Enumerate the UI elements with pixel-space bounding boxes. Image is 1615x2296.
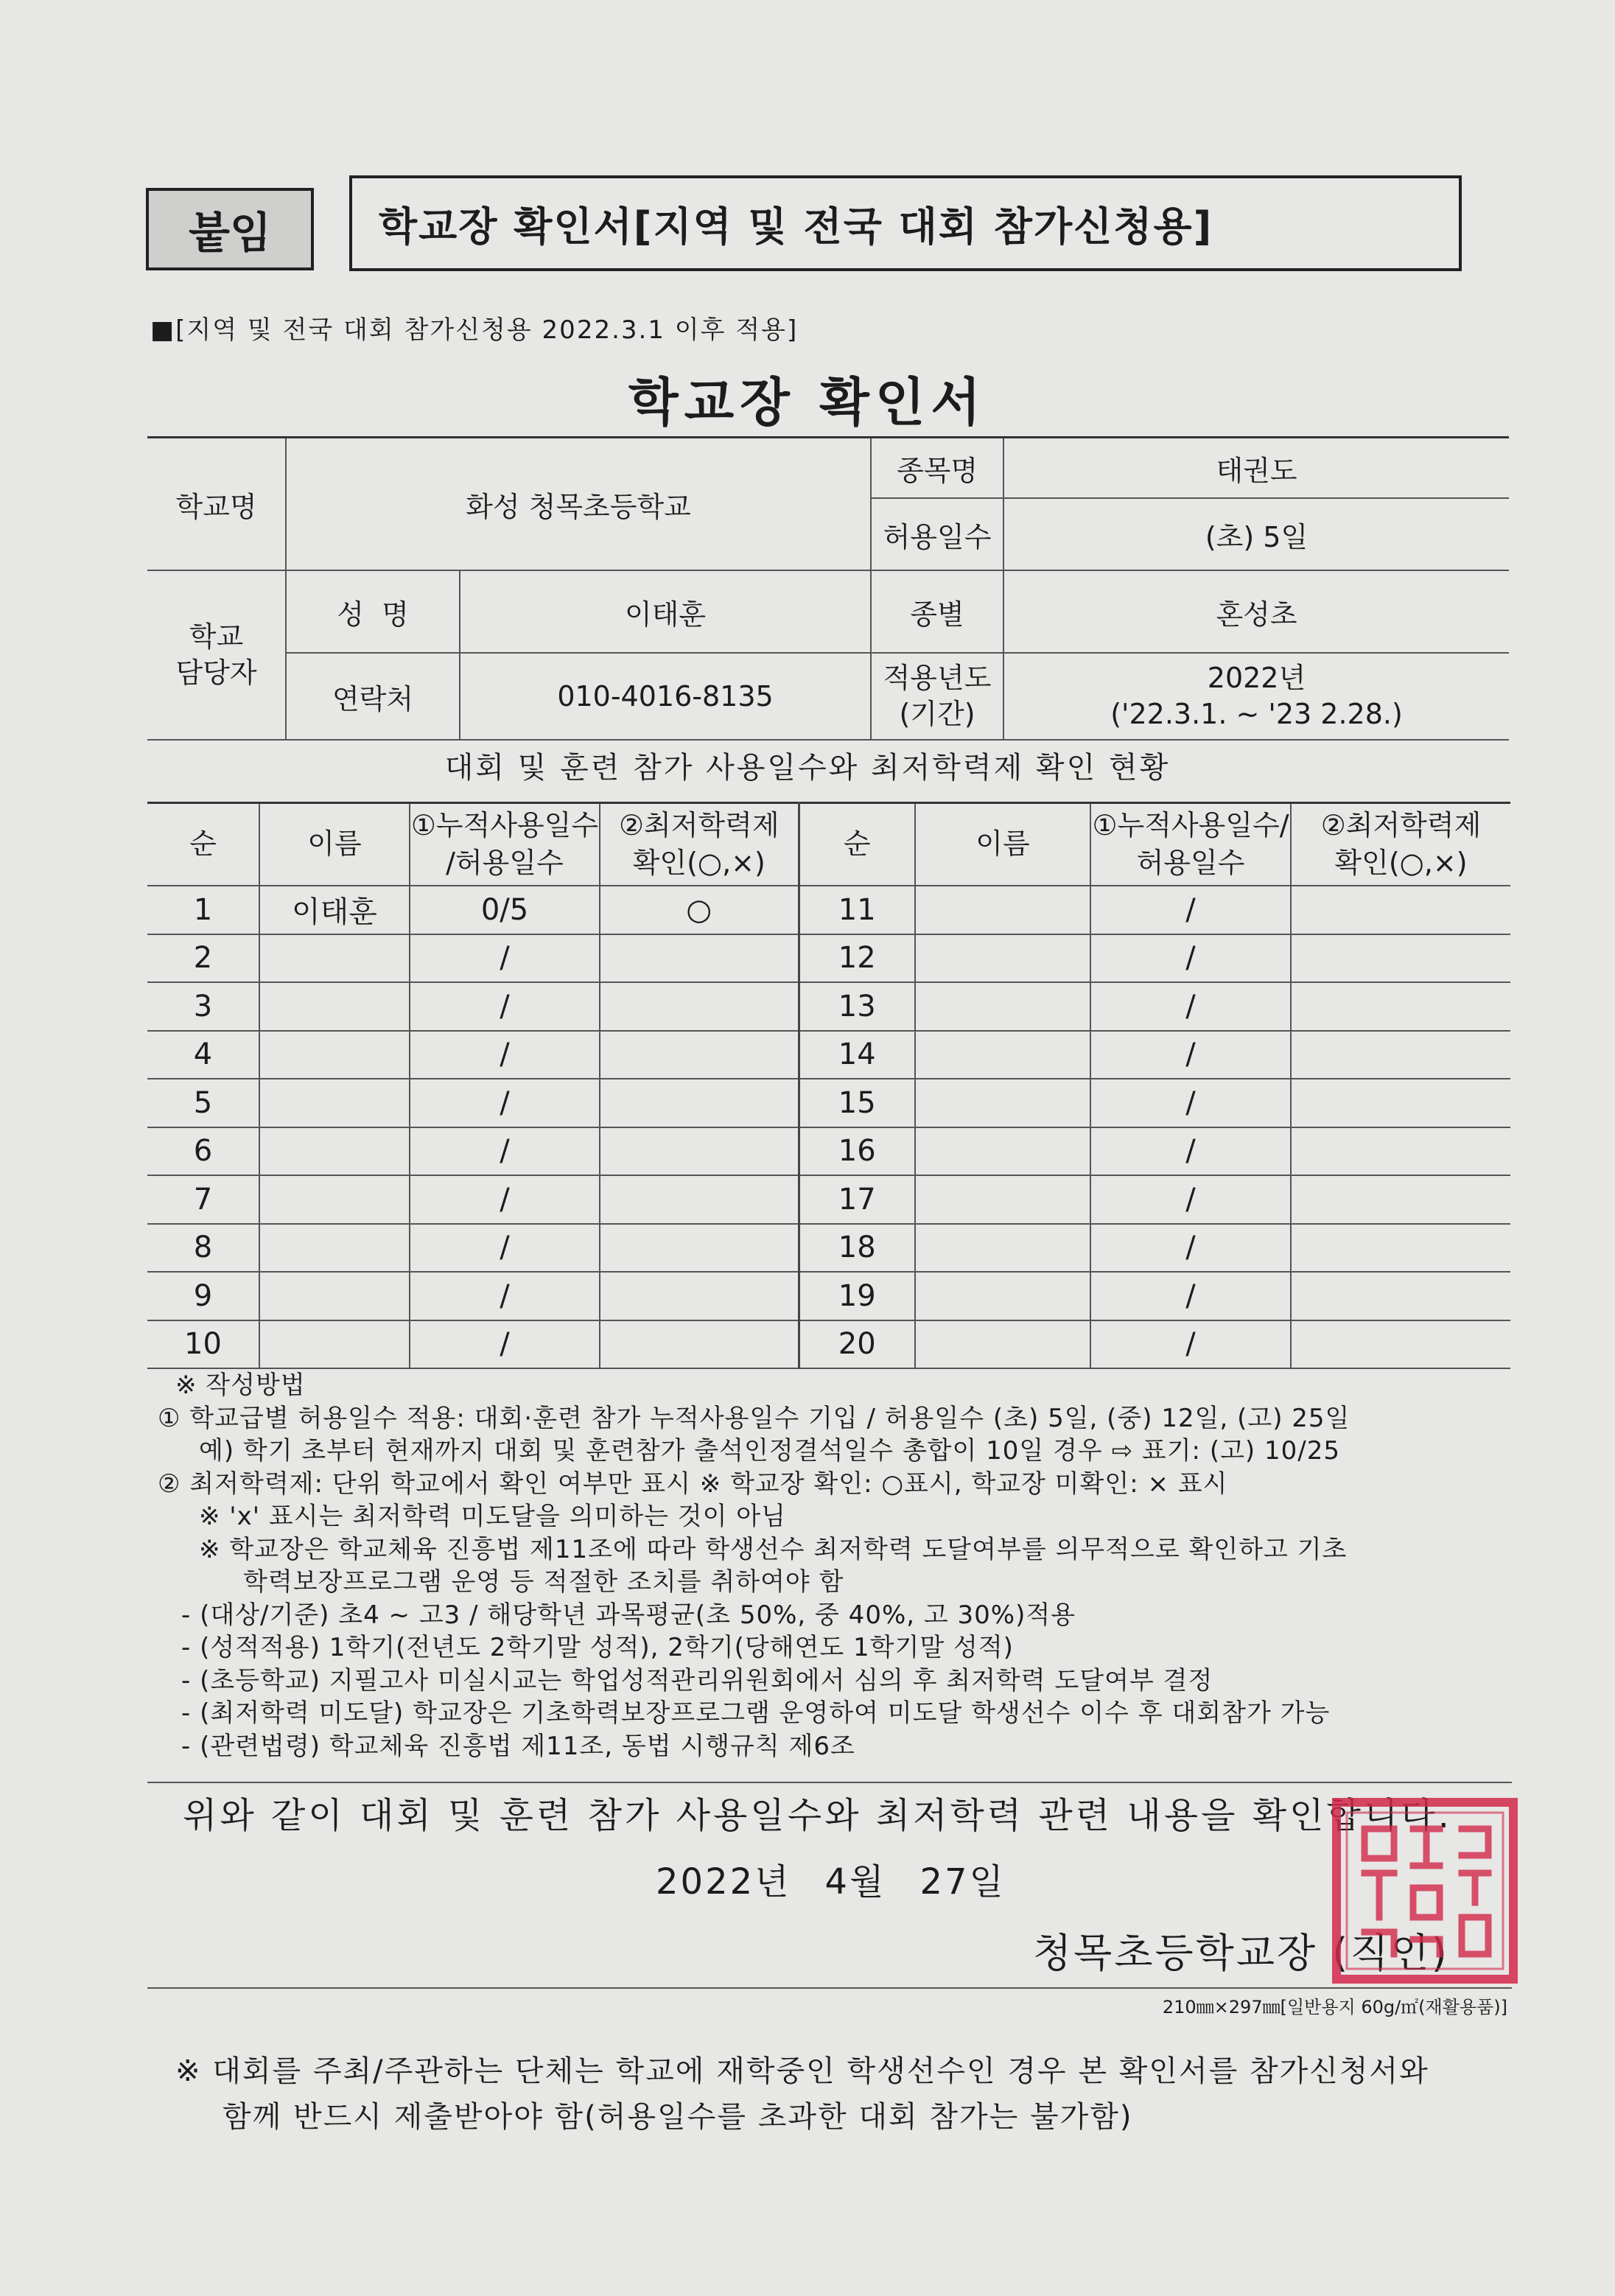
row-min-right <box>1291 1127 1510 1176</box>
header-min-left-line2: 확인(○,×) <box>632 847 766 879</box>
row-min-right <box>1291 886 1510 934</box>
method-heading: ※ 작성방법 <box>175 1371 306 1400</box>
row-name-right <box>915 934 1090 983</box>
header-min-right-line2: 확인(○,×) <box>1334 847 1468 879</box>
contact-label: 연락처 <box>286 653 460 740</box>
writing-method <box>158 1369 1513 1763</box>
row-name-right <box>915 1272 1090 1320</box>
table-row <box>147 1224 1510 1273</box>
row-days-right: / <box>1090 886 1291 934</box>
row-no-left: 7 <box>147 1175 259 1224</box>
submission-note <box>175 2048 1429 2140</box>
row-min-right <box>1291 1175 1510 1224</box>
year-label-line2: (기간) <box>899 698 975 730</box>
row-name-left <box>259 1272 410 1320</box>
header-no-left: 순 <box>147 803 259 886</box>
row-min-right <box>1291 1224 1510 1273</box>
row-no-right: 17 <box>799 1175 915 1224</box>
method-bullet-2: - (성적적용) 1학기(전년도 2학기말 성적), 2학기(당해연도 1학기말 성적) <box>181 1633 1014 1662</box>
row-name-right <box>915 1175 1090 1224</box>
row-days-right: / <box>1090 1224 1291 1273</box>
row-name-right <box>915 1079 1090 1127</box>
row-no-left: 2 <box>147 934 259 983</box>
document-title: 학교장 확인서 <box>628 372 987 433</box>
method-bullet-5: - (관련법령) 학교체육 진흥법 제11조, 동법 시행규칙 제6조 <box>181 1731 855 1761</box>
row-name-right <box>915 1320 1090 1369</box>
school-info-table <box>147 436 1509 741</box>
row-days-left: / <box>410 1031 600 1079</box>
row-name-right <box>915 982 1090 1031</box>
header-days-right <box>1090 803 1291 886</box>
contact-value: 010-4016-8135 <box>460 653 871 740</box>
row-days-right: / <box>1090 1079 1291 1127</box>
manager-label-line1: 학교 <box>189 620 244 653</box>
row-no-right: 16 <box>799 1127 915 1176</box>
row-min-left: ○ <box>600 886 799 934</box>
method-item-1-example: 예) 학기 초부터 현재까지 대회 및 훈련참가 출석인정결석일수 총합이 10일 경우 ⇨ 표기: (고) 10/25 <box>199 1436 1340 1466</box>
row-min-left <box>600 1224 799 1273</box>
header-name-right: 이름 <box>915 803 1090 886</box>
header-days-right-line1: ①누적사용일수/ <box>1092 808 1289 841</box>
row-name-left <box>259 1079 410 1127</box>
usage-header-row <box>147 803 1510 886</box>
table-row <box>147 982 1510 1031</box>
submission-note-line1: ※ 대회를 주최/주관하는 단체는 학교에 재학중인 학생선수인 경우 본 확인서를 참가신청서와 <box>175 2054 1429 2088</box>
row-days-right: / <box>1090 1127 1291 1176</box>
footer-divider <box>147 1987 1512 1989</box>
row-days-left: / <box>410 982 600 1031</box>
category-value: 혼성초 <box>1003 570 1509 653</box>
row-name-right <box>915 1031 1090 1079</box>
row-days-right: / <box>1090 1320 1291 1369</box>
row-days-left: / <box>410 1127 600 1176</box>
row-name-right <box>915 886 1090 934</box>
row-days-right: / <box>1090 934 1291 983</box>
official-seal-stamp <box>1326 1792 1524 1989</box>
row-min-right <box>1291 1320 1510 1369</box>
header-days-left-line1: ①누적사용일수 <box>410 808 599 841</box>
row-min-right <box>1291 1079 1510 1127</box>
method-item-1: ① 학교급별 허용일수 적용: 대회·훈련 참가 누적사용일수 기입 / 허용일수 (초) 5일, (중) 12일, (고) 25일 <box>158 1403 1350 1433</box>
row-min-right <box>1291 934 1510 983</box>
header-name-left: 이름 <box>259 803 410 886</box>
row-min-left <box>600 1272 799 1320</box>
name-label: 성 명 <box>286 570 460 653</box>
row-name-left <box>259 982 410 1031</box>
row-min-left <box>600 1079 799 1127</box>
row-min-right <box>1291 982 1510 1031</box>
row-min-left <box>600 1031 799 1079</box>
row-no-right: 18 <box>799 1224 915 1273</box>
name-value: 이태훈 <box>460 570 871 653</box>
row-no-left: 9 <box>147 1272 259 1320</box>
row-no-left: 3 <box>147 982 259 1031</box>
row-no-right: 20 <box>799 1320 915 1369</box>
row-name-left <box>259 934 410 983</box>
year-value-line1: 2022년 <box>1207 661 1306 694</box>
header-min-left <box>600 803 799 886</box>
table-row <box>147 1272 1510 1320</box>
allowed-days-value: (초) 5일 <box>1003 498 1509 570</box>
row-no-right: 15 <box>799 1079 915 1127</box>
header-min-right <box>1291 803 1510 886</box>
confirmation-day: 27일 <box>919 1861 1006 1903</box>
row-days-right: / <box>1090 982 1291 1031</box>
row-min-left <box>600 934 799 983</box>
allowed-days-label: 허용일수 <box>871 498 1003 570</box>
row-min-left <box>600 1320 799 1369</box>
table-row <box>147 1031 1510 1079</box>
usage-table-body <box>147 886 1510 1368</box>
row-no-left: 5 <box>147 1079 259 1127</box>
usage-table <box>147 802 1510 1369</box>
method-bullet-3: - (초등학교) 지필고사 미실시교는 학업성적관리위원회에서 심의 후 최저학력 도달여부 결정 <box>181 1665 1213 1695</box>
manager-label <box>147 570 286 740</box>
manager-label-line2: 담당자 <box>175 657 257 689</box>
row-no-right: 14 <box>799 1031 915 1079</box>
row-no-right: 12 <box>799 934 915 983</box>
year-value-line2: ('22.3.1. ~ '23 2.28.) <box>1110 698 1403 730</box>
row-name-left <box>259 1175 410 1224</box>
form-title: 학교장 확인서[지역 및 전국 대회 참가신청용] <box>349 175 1462 271</box>
row-name-right <box>915 1224 1090 1273</box>
year-label-line1: 적용년도 <box>883 661 992 694</box>
method-note-2-cont: 학력보장프로그램 운영 등 적절한 조치를 취하여야 함 <box>243 1567 844 1597</box>
submission-note-line2: 함께 반드시 제출받아야 함(허용일수를 초과한 대회 참가는 불가함) <box>223 2100 1133 2134</box>
header-days-left <box>410 803 600 886</box>
method-bullet-4: - (최저학력 미도달) 학교장은 기초학력보장프로그램 운영하여 미도달 학생선수 이수 후 대회참가 가능 <box>181 1698 1331 1728</box>
school-name-label: 학교명 <box>147 438 286 571</box>
table-row <box>147 1079 1510 1127</box>
row-min-left <box>600 1127 799 1176</box>
row-name-left <box>259 1320 410 1369</box>
school-name-value: 화성 청목초등학교 <box>286 438 871 571</box>
event-value: 태권도 <box>1003 438 1509 499</box>
header-days-left-line2: /허용일수 <box>446 847 564 879</box>
confirmation-year: 2022년 <box>656 1861 791 1903</box>
header-min-right-line1: ②최저학력제 <box>1320 808 1482 841</box>
method-item-2: ② 최저학력제: 단위 학교에서 확인 여부만 표시 ※ 학교장 확인: ○표시, 학교장 미확인: × 표시 <box>158 1469 1228 1499</box>
table-row <box>147 1127 1510 1176</box>
row-name-left <box>259 1224 410 1273</box>
category-label: 종별 <box>871 570 1003 653</box>
attachment-tag: 붙임 <box>146 188 314 270</box>
method-note-2: ※ 학교장은 학교체육 진흥법 제11조에 따라 학생선수 최저학력 도달여부를 의무적으로 확인하고 기초 <box>199 1534 1348 1564</box>
row-days-left: 0/5 <box>410 886 600 934</box>
row-no-left: 10 <box>147 1320 259 1369</box>
row-name-left <box>259 1127 410 1176</box>
header-no-right: 순 <box>799 803 915 886</box>
event-label: 종목명 <box>871 438 1003 499</box>
row-name-right <box>915 1127 1090 1176</box>
year-label <box>871 653 1003 740</box>
confirmation-text: 위와 같이 대회 및 훈련 참가 사용일수와 최저학력 관련 내용을 확인합니다. <box>183 1795 1452 1836</box>
principal-signature: 청목초등학교장 (직인) <box>1033 1930 1449 1976</box>
row-no-right: 11 <box>799 886 915 934</box>
confirmation-month: 4월 <box>824 1861 886 1903</box>
row-name-left <box>259 1031 410 1079</box>
row-no-right: 13 <box>799 982 915 1031</box>
row-min-right <box>1291 1031 1510 1079</box>
row-days-right: / <box>1090 1272 1291 1320</box>
row-no-left: 6 <box>147 1127 259 1176</box>
row-name-left: 이태훈 <box>259 886 410 934</box>
row-no-left: 4 <box>147 1031 259 1079</box>
header-min-left-line1: ②최저학력제 <box>618 808 780 841</box>
row-no-left: 8 <box>147 1224 259 1273</box>
row-days-left: / <box>410 1224 600 1273</box>
row-days-left: / <box>410 1079 600 1127</box>
row-days-left: / <box>410 1272 600 1320</box>
row-min-left <box>600 1175 799 1224</box>
row-days-right: / <box>1090 1175 1291 1224</box>
row-days-left: / <box>410 1320 600 1369</box>
usage-section-title: 대회 및 훈련 참가 사용일수와 최저학력제 확인 현황 <box>444 751 1171 785</box>
confirmation-date <box>656 1853 1006 1904</box>
table-row <box>147 886 1510 934</box>
method-note-1: ※ 'x' 표시는 최저학력 미도달을 의미하는 것이 아님 <box>199 1502 786 1531</box>
year-value <box>1003 653 1509 740</box>
header-days-right-line2: 허용일수 <box>1136 847 1245 879</box>
row-min-left <box>600 982 799 1031</box>
method-bullet-1: - (대상/기준) 초4 ~ 고3 / 해당학년 과목평균(초 50%, 중 40%, 고 30%)적용 <box>181 1600 1076 1630</box>
row-no-right: 19 <box>799 1272 915 1320</box>
row-days-left: / <box>410 1175 600 1224</box>
paper-spec: 210㎜×297㎜[일반용지 60g/㎡(재활용품)] <box>1162 1997 1507 2017</box>
row-min-right <box>1291 1272 1510 1320</box>
row-no-left: 1 <box>147 886 259 934</box>
table-row <box>147 934 1510 983</box>
row-days-right: / <box>1090 1031 1291 1079</box>
confirmation-divider <box>147 1782 1512 1783</box>
row-days-left: / <box>410 934 600 983</box>
applies-note: ■[지역 및 전국 대회 참가신청용 2022.3.1 이후 적용] <box>150 315 799 345</box>
table-row <box>147 1320 1510 1369</box>
table-row <box>147 1175 1510 1224</box>
